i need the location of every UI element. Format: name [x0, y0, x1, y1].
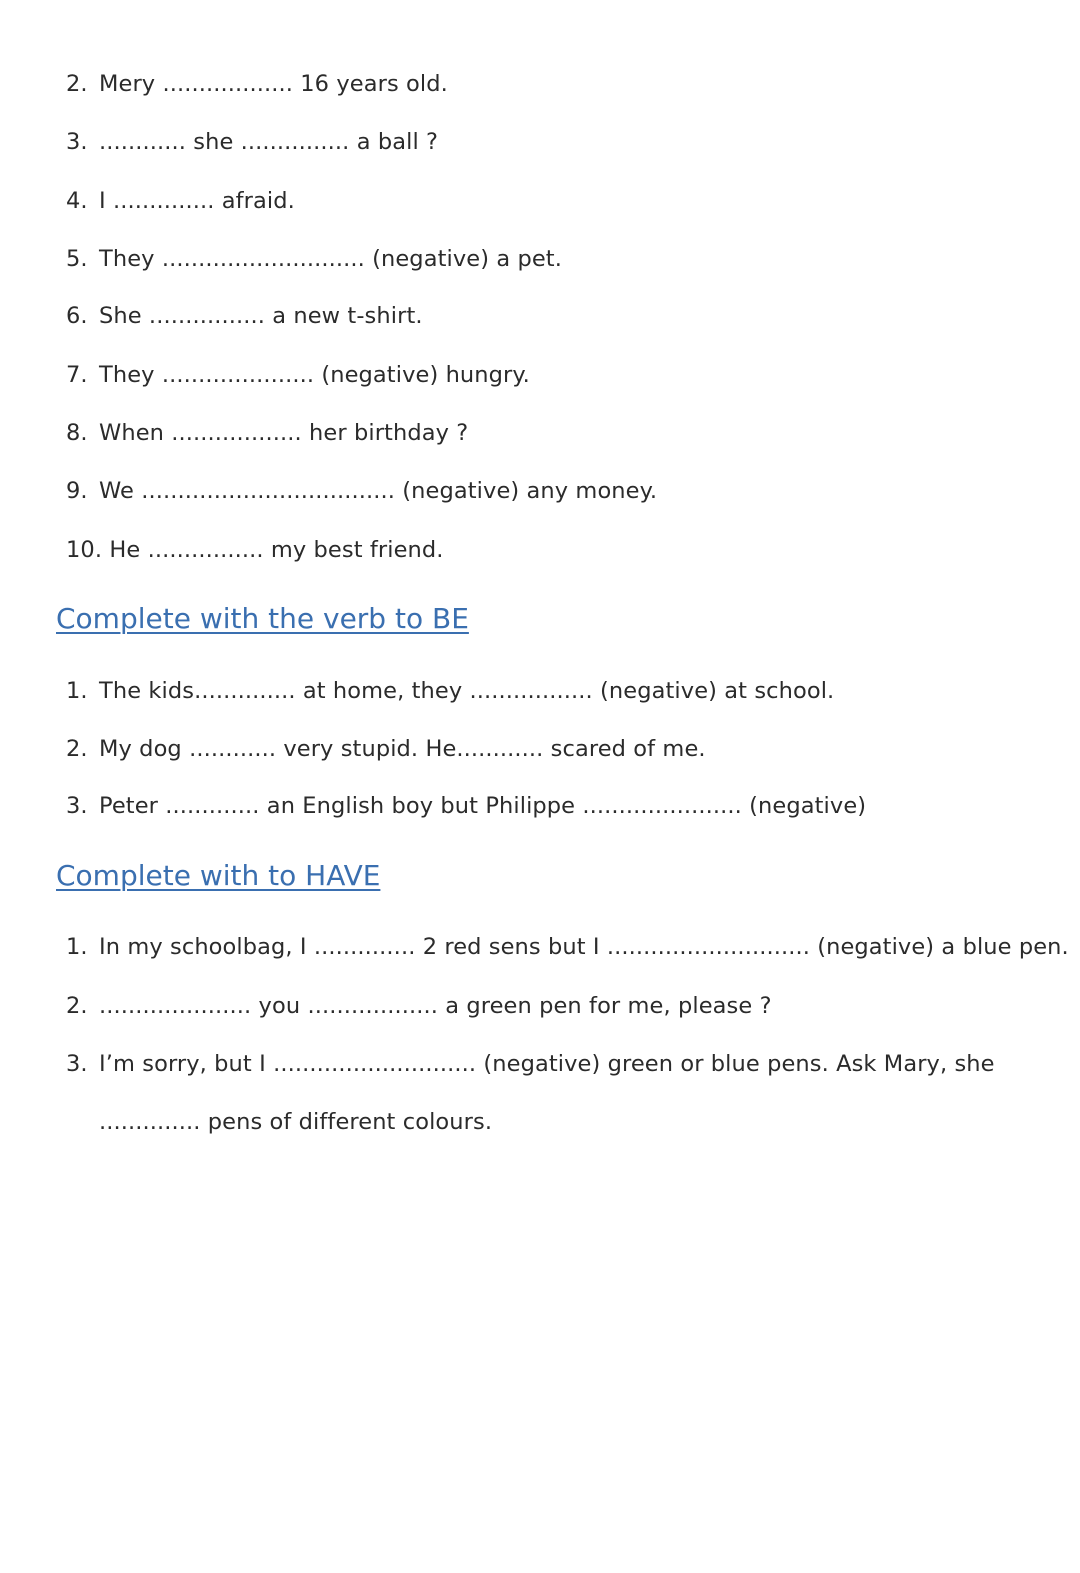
- item-number: 6.: [66, 303, 88, 329]
- exercise-item: [66, 676, 834, 706]
- item-text: In my schoolbag, I .............. 2 red sens but I ............................ (negative) a blue pen.: [99, 934, 1069, 960]
- item-number: 1.: [66, 678, 88, 704]
- item-number: 3.: [66, 793, 88, 819]
- item-number: 9.: [66, 478, 88, 504]
- exercise-item: [66, 127, 438, 157]
- item-text: Mery .................. 16 years old.: [99, 71, 448, 97]
- exercise-item: [66, 186, 295, 216]
- item-number: 2.: [66, 736, 88, 762]
- section-heading-be: Complete with the verb to BE: [56, 602, 469, 635]
- exercise-item: [66, 244, 562, 274]
- exercise-item: [66, 360, 530, 390]
- item-number: 7.: [66, 362, 88, 388]
- item-text: I’m sorry, but I ............................ (negative) green or blue pens. Ask Mary, she: [99, 1051, 995, 1077]
- item-text: She ................ a new t-shirt.: [99, 303, 423, 329]
- item-text: My dog ............ very stupid. He............ scared of me.: [99, 736, 706, 762]
- item-text: .............. pens of different colours.: [99, 1109, 493, 1135]
- item-number: 3.: [66, 1051, 88, 1077]
- item-number: 2.: [66, 71, 88, 97]
- exercise-item: [66, 535, 444, 565]
- item-text: We ................................... (negative) any money.: [99, 478, 658, 504]
- item-number: 8.: [66, 420, 88, 446]
- section-heading-have: Complete with to HAVE: [56, 859, 381, 892]
- exercise-item: [66, 791, 866, 821]
- exercise-item: [66, 932, 1069, 962]
- exercise-item: [66, 69, 448, 99]
- item-text: ............ she ............... a ball ?: [99, 129, 439, 155]
- item-number: 4.: [66, 188, 88, 214]
- item-number: 5.: [66, 246, 88, 272]
- item-number: 2.: [66, 993, 88, 1019]
- item-text: ..................... you .................. a green pen for me, please ?: [99, 993, 772, 1019]
- item-number: 10.: [66, 537, 103, 563]
- item-text: I .............. afraid.: [99, 188, 295, 214]
- item-text: Peter ............. an English boy but Philippe ...................... (negative): [99, 793, 867, 819]
- item-number: 1.: [66, 934, 88, 960]
- item-text: When .................. her birthday ?: [99, 420, 469, 446]
- item-text: They ..................... (negative) hungry.: [99, 362, 530, 388]
- item-text: The kids.............. at home, they ................. (negative) at school.: [99, 678, 835, 704]
- item-text: He ................ my best friend.: [109, 537, 444, 563]
- exercise-item: [66, 1049, 995, 1079]
- item-number: 3.: [66, 129, 88, 155]
- exercise-item: [66, 301, 423, 331]
- exercise-item: [66, 991, 772, 1021]
- exercise-item-continuation: [99, 1107, 492, 1137]
- exercise-item: [66, 734, 706, 764]
- item-text: They ............................ (negative) a pet.: [99, 246, 562, 272]
- exercise-item: [66, 476, 657, 506]
- exercise-item: [66, 418, 468, 448]
